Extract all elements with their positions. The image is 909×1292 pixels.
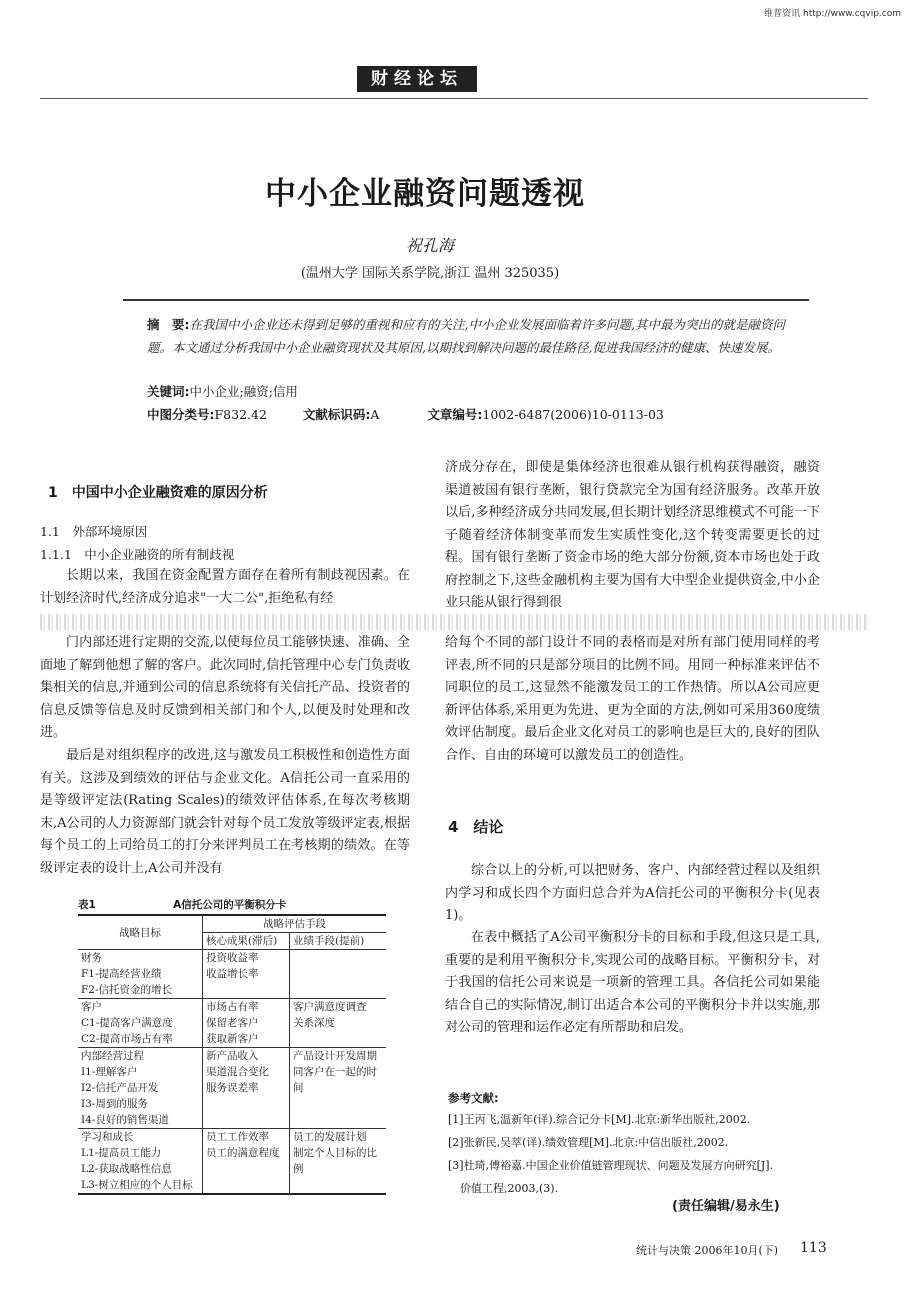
reference-item: [1]王丙飞,温新年(译).综合记分卡[M].北京:新华出版社,2002. bbox=[448, 1113, 751, 1126]
keywords bbox=[147, 382, 298, 400]
journal-footer: 统计与决策 2006年10月(下) bbox=[636, 1244, 779, 1257]
table-cell-line: 财务 bbox=[81, 952, 102, 964]
table-cell-line: F1-提高经营业绩 bbox=[81, 968, 162, 980]
table-cell-line: 市场占有率 bbox=[206, 1001, 259, 1013]
section-1-heading-block bbox=[48, 482, 403, 502]
table-cell-goal bbox=[78, 1048, 203, 1129]
table-cell-core bbox=[203, 950, 290, 999]
table-row bbox=[78, 999, 386, 1048]
top-right-text: 济成分存在，即使是集体经济也很难从银行机构获得融资，融资渠道被国有银行垄断，银行贷款完全为国有经济服务。改革开放以后,多种经济成分共同发展,但长期计划经济思维模式不可能一下子随着经济体制变革而发生实质性变化,这个转变需要更长的过程。国有银行垄断了资金市场的绝大部分份额,资本市场也处于政府控制之下,这些金融机构主要为国有大中型企业提供资金,中小企业只能从银行得到很 bbox=[445, 460, 820, 610]
table-cell-line: 关系深度 bbox=[293, 1017, 335, 1029]
left-paragraph-1: 门内部还进行定期的交流,以使每位员工能够快速、准确、全面地了解到他想了解的客户。此次同时,信托管理中心专门负责收集相关的信息,并通到公司的信息系统将有关信托产品、投资者的信息反馈等信息及时反馈到相关部门和个人,以便及时处理和改进。 bbox=[40, 635, 410, 740]
abstract bbox=[147, 313, 787, 359]
section-1-heading: 1 中国中小企业融资难的原因分析 bbox=[48, 485, 268, 501]
left-paragraph-2: 最后是对组织程序的改进,这与激发员工积极性和创造性方面有关。这涉及到绩效的评估与企业文化。A信托公司一直采用的是等级评定法(Rating Scales)的绩效评估体系,在每次考核期末,A公司的人力资源部门就会针对每个员工发放等级评定表,根据每个员工的上司给员工的打分来评判员工在考核期的绩效。在等级评定表的设计上,A公司并没有 bbox=[40, 748, 410, 876]
affiliation: (温州大学 国际关系学院,浙江 温州 325035) bbox=[300, 266, 560, 281]
doc-label: 文献标识码: bbox=[302, 407, 371, 422]
table-cell-line: I1-理解客户 bbox=[81, 1066, 138, 1078]
table-1 bbox=[78, 897, 408, 1195]
table-cell-line: 客户 bbox=[81, 1001, 102, 1013]
article-value: 1002-6487(2006)10-0113-03 bbox=[482, 407, 664, 422]
balanced-scorecard-table bbox=[78, 914, 386, 1195]
table-number: 表1 bbox=[78, 899, 96, 911]
table-cell-line: C2-提高市场占有率 bbox=[81, 1033, 173, 1045]
author: 祝孔海 bbox=[405, 236, 454, 255]
editor-credit: (责任编辑/易永生) bbox=[672, 1199, 780, 1214]
right-paragraph-1: 给每个不同的部门设计不同的表格而是对所有部门使用同样的考评表,所不同的只是部分项目的比例不同。用同一种标准来评估不同职位的员工,这显然不能激发员工的工作热情。所以A公司应更新评估体系,采用更为先进、更为全面的方法,例如可采用360度绩效评估制度。最后企业文化对员工的影响也是巨大的,良好的团队合作、自由的环境可以激发员工的创造性。 bbox=[445, 635, 820, 763]
table-cell-line: 同客户在一起的时间 bbox=[293, 1066, 377, 1094]
section-1-1-1-heading: 1.1.1 中小企业融资的所有制歧视 bbox=[40, 547, 235, 562]
table-cell-goal bbox=[78, 999, 203, 1048]
page-seam bbox=[40, 614, 868, 630]
keywords-text: 中小企业;融资;信用 bbox=[189, 384, 298, 399]
table-row bbox=[78, 950, 386, 999]
abstract-rule-top bbox=[123, 299, 809, 301]
references bbox=[448, 1108, 823, 1200]
table-cell-line: 收益增长率 bbox=[206, 968, 259, 980]
table-cell-line: 员工的满意程度 bbox=[206, 1147, 280, 1159]
doc-value: A bbox=[370, 407, 380, 422]
table-cell-line: L1-提高员工能力 bbox=[81, 1147, 162, 1159]
table-cell-line: 投资收益率 bbox=[206, 952, 259, 964]
table-cell-perf bbox=[290, 950, 387, 999]
table-cell-perf bbox=[290, 1048, 387, 1129]
reference-item: [3]杜琦,傅裕嘉.中国企业价值链管理现状、问题及发展方向研究[J]. bbox=[448, 1159, 774, 1172]
top-rule bbox=[40, 98, 868, 99]
table-cell-line: L2-获取战略性信息 bbox=[81, 1163, 172, 1175]
table-cell-line: I2-信托产品开发 bbox=[81, 1082, 159, 1094]
table-cell-line: 新产品收入 bbox=[206, 1050, 259, 1062]
table-row bbox=[78, 1129, 386, 1195]
header-perf: 业绩手段(提前) bbox=[290, 933, 387, 950]
section-1-1-heading: 1.1 外部环境原因 bbox=[40, 524, 148, 539]
table-caption bbox=[78, 897, 408, 912]
section-4-heading: 4 结论 bbox=[448, 818, 504, 836]
section-1-1-1-text: 长期以来，我国在资金配置方面存在着所有制歧视因素。在计划经济时代,经济成分追求"一大二公",拒绝私有经 bbox=[40, 568, 410, 606]
abstract-text: 在我国中小企业还未得到足够的重视和应有的关注,中小企业发展面临着许多问题,其中最为突出的就是融资问题。本文通过分析我国中小企业融资现状及其原因,以期找到解决问题的最佳路径,促进我国经济的健康、快速发展。 bbox=[147, 317, 785, 355]
table-row bbox=[78, 1048, 386, 1129]
table-cell-line: L3-树立相应的个人目标 bbox=[81, 1179, 193, 1191]
right-paragraph-3: 在表中概括了A公司平衡积分卡的目标和手段,但这只是工具,重要的是利用平衡积分卡,实现公司的战略目标。平衡积分卡，对于我国的信托公司来说是一项新的管理工具。各信托公司如果能结合自己的实际情况,制订出适合本公司的平衡积分卡并以实施,那对公司的管理和运作必定有所帮助和启发。 bbox=[445, 930, 820, 1035]
reference-item: 价值工程,2003,(3). bbox=[460, 1182, 559, 1195]
table-title: A信托公司的平衡积分卡 bbox=[173, 899, 287, 911]
table-cell-core bbox=[203, 999, 290, 1048]
table-cell-line: C1-提高客户满意度 bbox=[81, 1017, 173, 1029]
reference-item: [2]张新民,吴萃(译).绩效管理[M].北京:中信出版社,2002. bbox=[448, 1136, 729, 1149]
table-cell-line: 产品设计开发周期 bbox=[293, 1050, 377, 1062]
column-banner: 财经论坛 bbox=[357, 66, 477, 92]
table-cell-line: 保留老客户 bbox=[206, 1017, 259, 1029]
watermark: 维普资讯 http://www.cqvip.com bbox=[764, 9, 901, 19]
clc-label: 中图分类号: bbox=[147, 407, 215, 422]
classification bbox=[147, 405, 664, 423]
clc-value: F832.42 bbox=[214, 407, 267, 422]
header-means: 战略评估手段 bbox=[203, 915, 387, 933]
table-cell-line: 获取新客户 bbox=[206, 1033, 259, 1045]
page-number: 113 bbox=[800, 1240, 827, 1256]
table-cell-core bbox=[203, 1048, 290, 1129]
keywords-label: 关键词: bbox=[147, 384, 190, 399]
table-cell-line: I4-良好的销售渠道 bbox=[81, 1114, 169, 1126]
table-cell-line: 制定个人目标的比例 bbox=[293, 1147, 377, 1175]
abstract-label: 摘 要: bbox=[147, 317, 190, 332]
table-cell-perf bbox=[290, 1129, 387, 1195]
table-body bbox=[78, 950, 386, 1195]
right-paragraph-2: 综合以上的分析,可以把财务、客户、内部经营过程以及组织内学习和成长四个方面归总合并为A信托公司的平衡积分卡(见表1)。 bbox=[445, 863, 820, 923]
table-cell-line: 员工的发展计划 bbox=[293, 1131, 367, 1143]
table-cell-goal bbox=[78, 1129, 203, 1195]
table-cell-line: 内部经营过程 bbox=[81, 1050, 144, 1062]
table-cell-line: 员工工作效率 bbox=[206, 1131, 269, 1143]
table-cell-perf bbox=[290, 999, 387, 1048]
table-cell-line: I3-周到的服务 bbox=[81, 1098, 148, 1110]
article-title: 中小企业融资问题透视 bbox=[265, 176, 585, 212]
header-core: 核心成果(滞后) bbox=[203, 933, 290, 950]
table-cell-goal bbox=[78, 950, 203, 999]
table-cell-line: 渠道混合变化 bbox=[206, 1066, 269, 1078]
table-cell-line: 客户满意度调查 bbox=[293, 1001, 367, 1013]
header-goal: 战略目标 bbox=[78, 915, 203, 950]
table-cell-core bbox=[203, 1129, 290, 1195]
table-cell-line: F2-信托资金的增长 bbox=[81, 984, 173, 996]
table-cell-line: 服务误差率 bbox=[206, 1082, 259, 1094]
article-label: 文章编号: bbox=[427, 407, 483, 422]
table-cell-line: 学习和成长 bbox=[81, 1131, 134, 1143]
references-heading: 参考文献: bbox=[448, 1091, 499, 1105]
